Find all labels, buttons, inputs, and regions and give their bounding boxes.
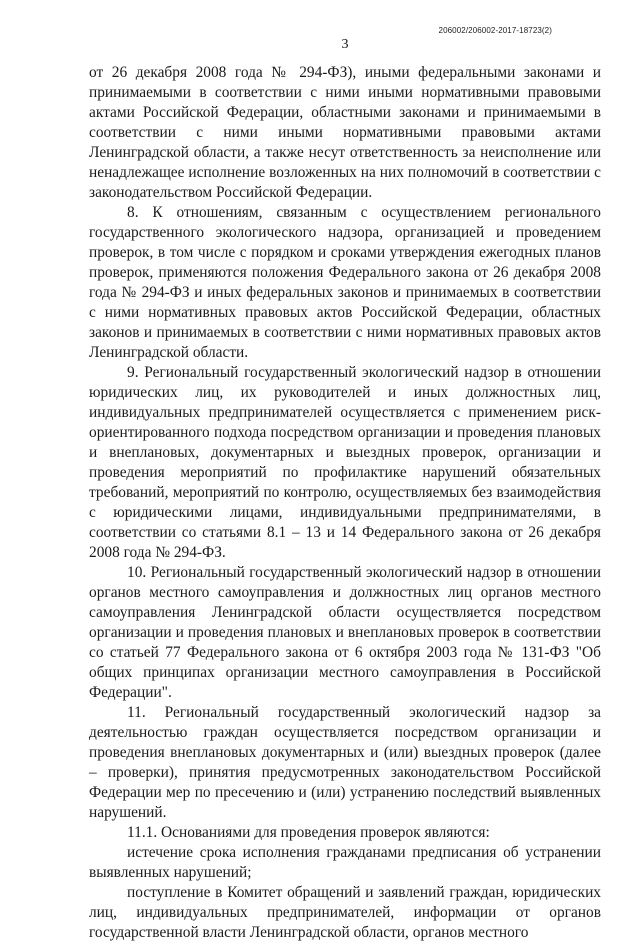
- paragraph-9: 9. Региональный государственный экологический надзор в отношении юридических лиц, их руководителей и иных должностных лиц, индивидуальных предпринимателей осуществляется с применением риск-ориентированного подхода посредством организации и проведения плановых и внеплановых, документарных и выездных проверок, организации и проведения мероприятий по профилактике нарушений обязательных требований, мероприятий по контролю, осуществляемых без взаимодействия с юридическими лицами, индивидуальными предпринимателями, в соответствии со статьями 8.1 – 13 и 14 Федерального закона от 26 декабря 2008 года № 294-ФЗ.: [89, 364, 601, 561]
- paragraph-8: 8. К отношениям, связанным с осуществлением регионального государственного экологического надзора, организацией и проведением проверок, в том числе с порядком и сроками утверждения ежегодных планов проверок, применяются положения Федерального закона от 26 декабря 2008 года № 294-ФЗ и иных федеральных законов и принимаемых в соответствии с ними нормативных правовых актов Российской Федерации, областных законов и принимаемых в соответствии с ними нормативных правовых актов Ленинградской области.: [89, 204, 601, 361]
- document-body: [89, 63, 601, 943]
- paragraph-10: 10. Региональный государственный экологический надзор в отношении органов местного самоуправления и должностных лиц органов местного самоуправления Ленинградской области осуществляется посредством организации и проведения плановых и внеплановых проверок в соответствии со статьей 77 Федерального закона от 6 октября 2003 года № 131-ФЗ "Об общих принципах организации местного самоуправления в Российской Федерации".: [89, 564, 601, 701]
- paragraph-continuation: от 26 декабря 2008 года № 294-ФЗ), иными федеральными законами и принимаемыми в соответствии с ними иными нормативными правовыми актами Российской Федерации, областными законами и принимаемыми в соответствии с ними иными нормативными правовыми актами Ленинградской области, а также несут ответственность за неисполнение или ненадлежащее исполнение возложенных на них полномочий в соответствии с законодательством Российской Федерации.: [89, 64, 601, 201]
- paragraph-ground-1: истечение срока исполнения гражданами предписания об устранении выявленных нарушений;: [89, 844, 601, 881]
- document-id: 206002/206002-2017-18723(2): [438, 26, 552, 35]
- paragraph-11-1: 11.1. Основаниями для проведения проверок являются:: [127, 824, 490, 841]
- paragraph-11: 11. Региональный государственный экологический надзор за деятельностью граждан осуществляется посредством организации и проведения внеплановых документарных и (или) выездных проверок (далее – проверки), принятия предусмотренных законодательством Российской Федерации мер по пресечению и (или) устранению последствий выявленных нарушений.: [89, 704, 601, 821]
- page-number: 3: [341, 37, 349, 52]
- paragraph-ground-2: поступление в Комитет обращений и заявлений граждан, юридических лиц, индивидуальных предпринимателей, информации от органов государственной власти Ленинградской области, органов местного: [89, 884, 601, 941]
